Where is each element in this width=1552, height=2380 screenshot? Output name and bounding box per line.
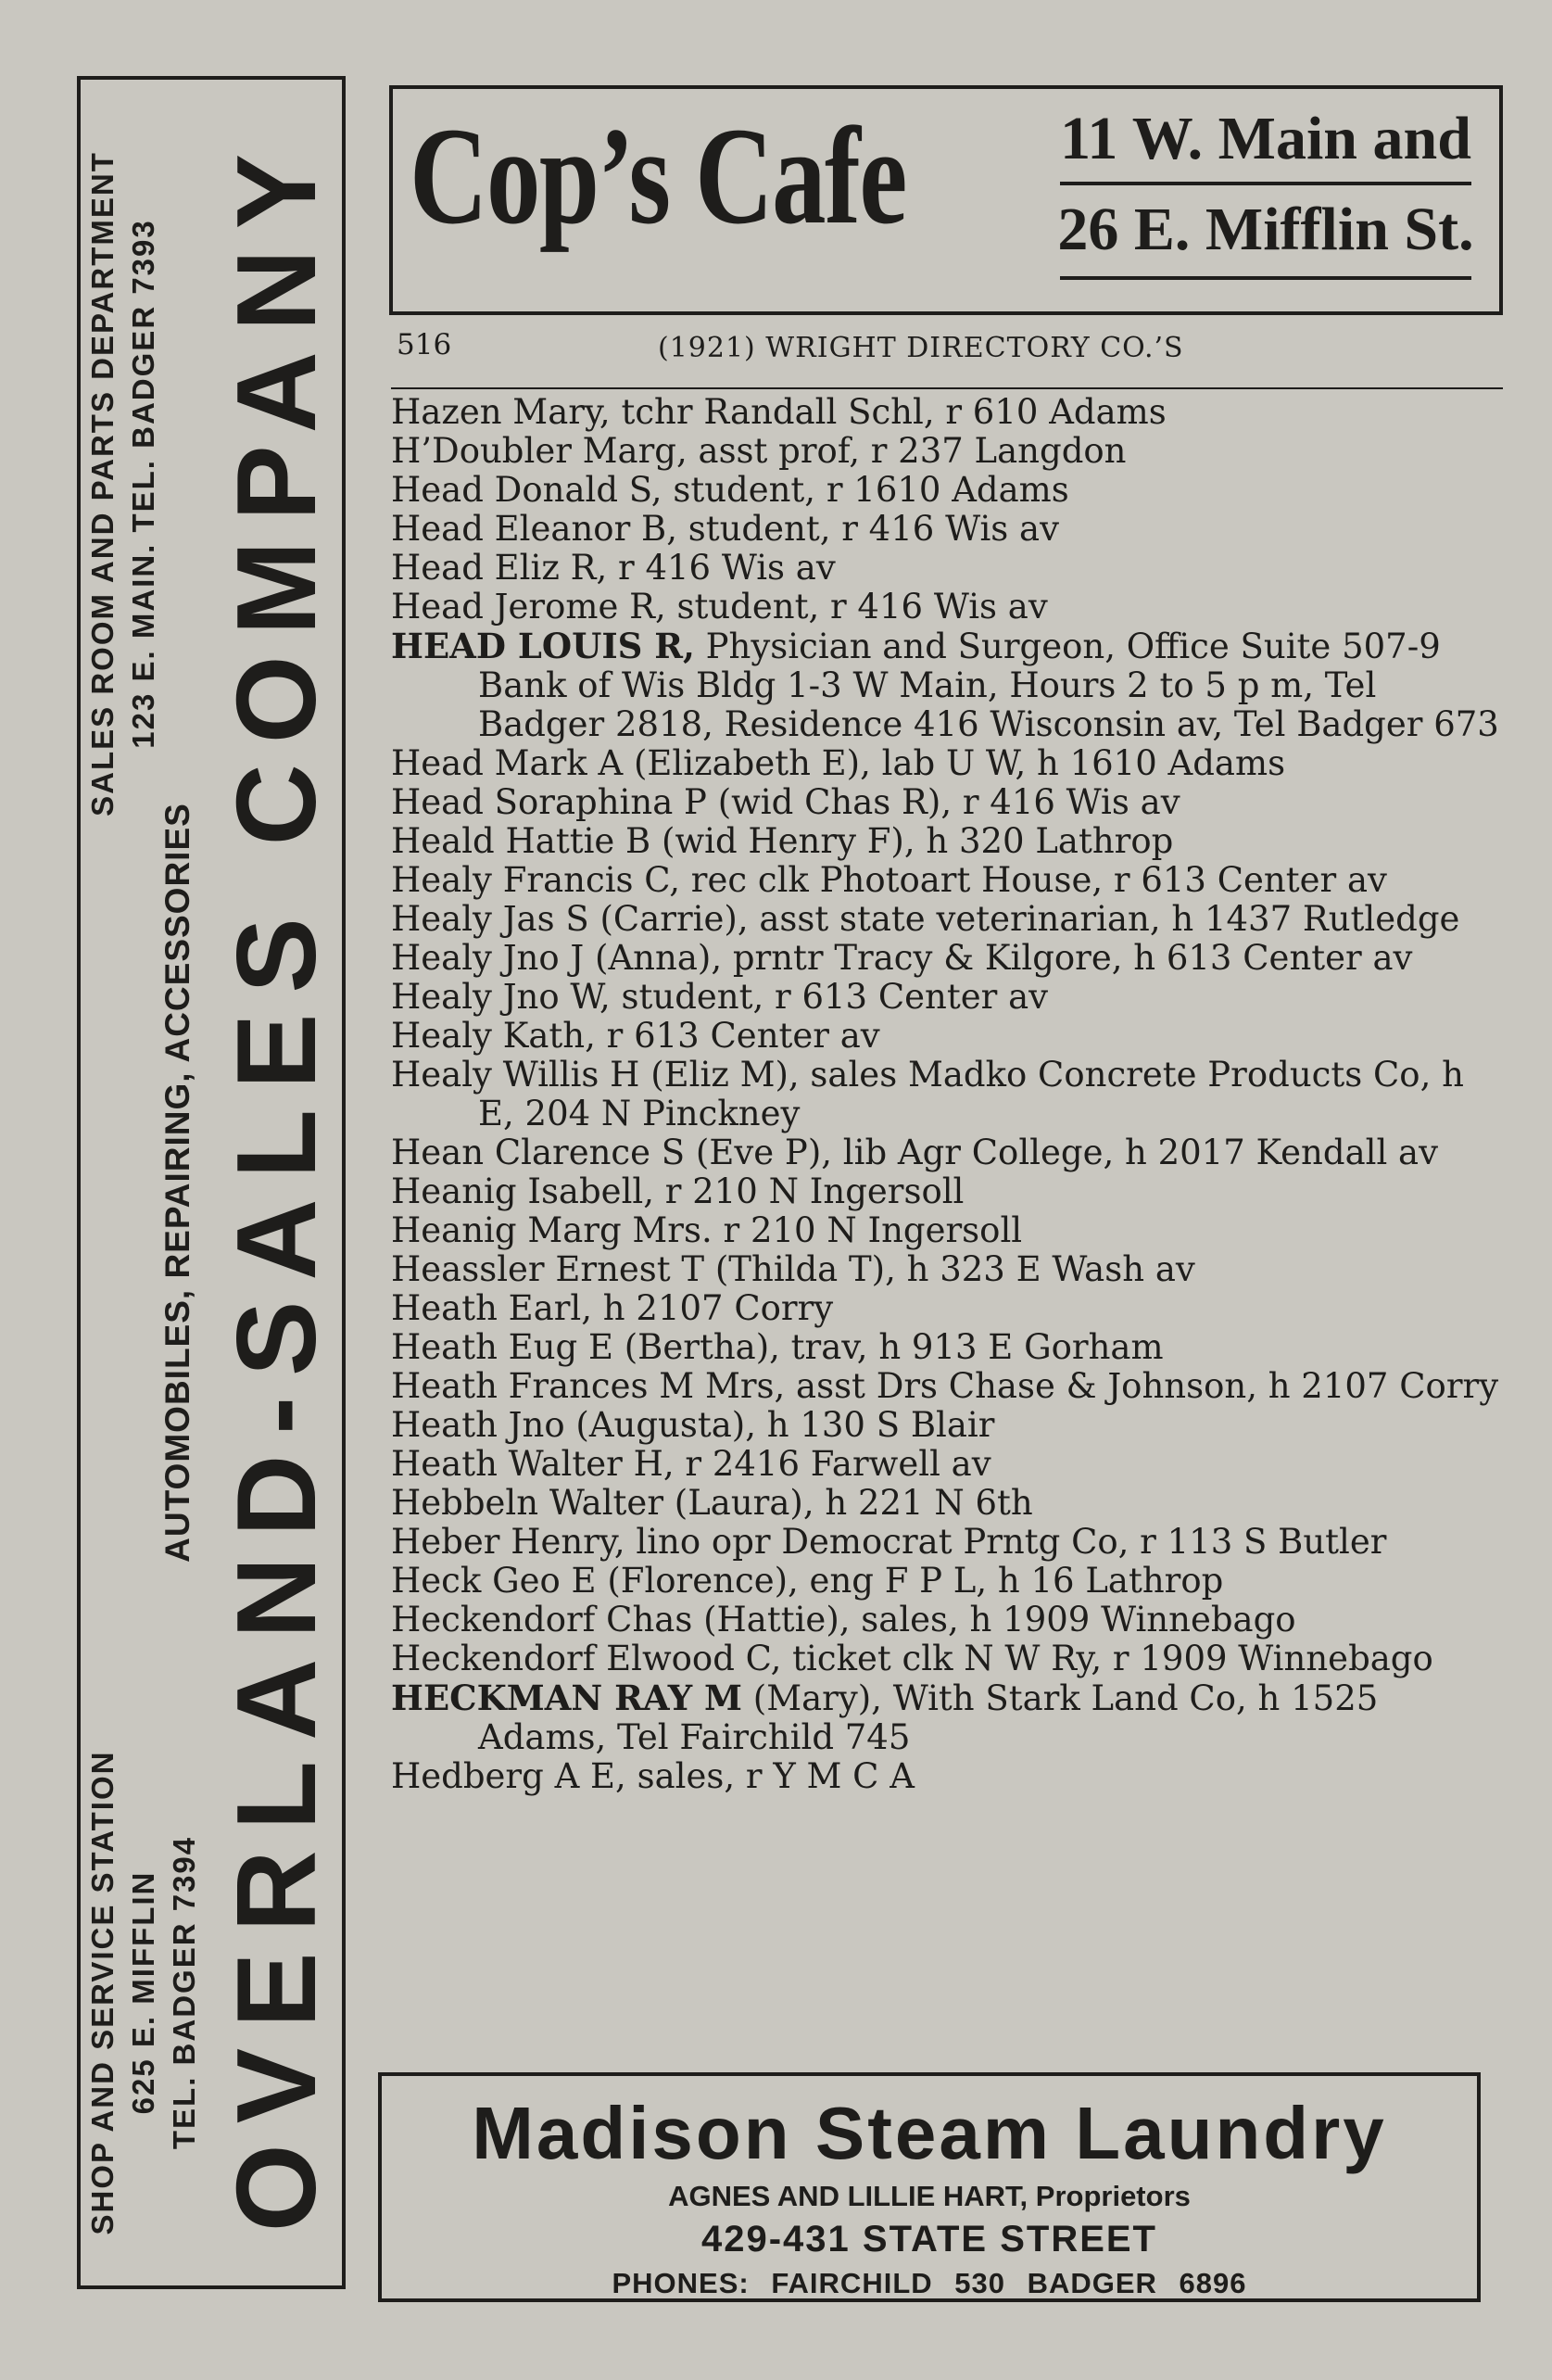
entry-name: Head Eliz R,	[391, 548, 608, 588]
entry-name: H’Doubler Marg,	[391, 431, 688, 471]
entry-details: student, r 613 Center av	[610, 977, 1049, 1017]
entry-details: r 210 N Ingersoll	[712, 1210, 1023, 1250]
directory-entry	[391, 822, 1507, 861]
entry-name: Heber Henry,	[391, 1522, 625, 1562]
entry-name: Healy Willis H	[391, 1055, 640, 1095]
overland-rotated-panel	[77, 76, 346, 2289]
entry-details: asst prof, r 237 Langdon	[687, 431, 1127, 471]
directory-entry	[391, 861, 1507, 900]
directory-entry	[391, 783, 1507, 822]
page-number: 516	[397, 328, 452, 361]
madison-steam-laundry-ad	[378, 2072, 1481, 2302]
directory-entry	[391, 393, 1507, 432]
entry-name: Heath Eug E	[391, 1327, 613, 1367]
directory-entry	[391, 432, 1507, 471]
entry-details: (Laura), h 221 N 6th	[663, 1483, 1033, 1523]
cafe-address-line2: 26 E. Mifflin St.	[1057, 196, 1474, 263]
entry-name: Head Jerome R,	[391, 587, 666, 627]
directory-entry	[391, 900, 1507, 939]
directory-entry	[391, 1484, 1507, 1523]
directory-entry	[391, 1523, 1507, 1562]
directory-entry	[391, 1133, 1507, 1172]
entry-name: Healy Kath,	[391, 1016, 596, 1056]
entry-name: Heassler Ernest T	[391, 1249, 705, 1289]
entry-details: Physician and Surgeon, Office Suite 507-9 Bank of Wis Bldg 1-3 W Main, Hours 2 to 5 p m, Tel Badger 2818, Residence 416 Wisconsin av, Tel Badger 673	[478, 627, 1499, 744]
entry-name: Head Soraphina P	[391, 782, 707, 822]
directory-entry	[391, 1250, 1507, 1289]
entry-details: h 2107 Corry	[592, 1288, 834, 1328]
directory-entry	[391, 549, 1507, 588]
entry-details: (Eve P), lib Agr College, h 2017 Kendall av	[685, 1133, 1439, 1172]
entry-details: sales, r Y M C A	[625, 1756, 915, 1796]
entry-details: (Mary), With Stark Land Co, h 1525 Adams, Tel Fairchild 745	[478, 1678, 1379, 1757]
directory-entry	[391, 1445, 1507, 1484]
overland-sales-info	[82, 113, 164, 855]
cafe-address-box	[1041, 95, 1490, 302]
cops-cafe-ad	[389, 85, 1503, 315]
entry-name: Heath Walter H,	[391, 1444, 675, 1484]
directory-entry	[391, 1289, 1507, 1328]
header-rule	[391, 387, 1503, 389]
entry-details: (Florence), eng F P L, h 16 Lathrop	[596, 1561, 1224, 1601]
entry-name: Heanig Marg Mrs.	[391, 1210, 713, 1250]
cafe-address-rule-top	[1060, 182, 1471, 185]
overland-sales-line2: 123 E. MAIN. TEL. BADGER 7393	[126, 219, 160, 749]
entry-name: Head Donald S,	[391, 470, 662, 510]
entry-name: Head Mark A	[391, 743, 624, 783]
directory-entry	[391, 471, 1507, 510]
directory-entry	[391, 1056, 1507, 1133]
entry-name: Heath Frances M Mrs,	[391, 1366, 786, 1406]
directory-entry	[391, 1211, 1507, 1250]
entry-name: HEAD LOUIS R,	[391, 626, 695, 666]
entry-details: (Anna), prntr Tracy & Kilgore, h 613 Center av	[584, 938, 1413, 978]
entry-name: Hean Clarence S	[391, 1133, 686, 1172]
entry-details: (Carrie), asst state veterinarian, h 1437 Rutledge	[588, 899, 1460, 939]
directory-entry	[391, 1601, 1507, 1639]
directory-entry	[391, 588, 1507, 627]
directory-entry	[391, 1172, 1507, 1211]
entry-details: asst Drs Chase & Johnson, h 2107 Corry	[785, 1366, 1499, 1406]
entry-details: tchr Randall Schl, r 610 Adams	[610, 392, 1167, 432]
entry-details: (Eliz M), sales Madko Concrete Products Co, h E, 204 N Pinckney	[478, 1055, 1464, 1133]
entry-details: lino opr Democrat Prntg Co, r 113 S Butler	[625, 1522, 1387, 1562]
laundry-address: 429-431 STATE STREET	[701, 2219, 1157, 2260]
entry-name: Healy Jas S	[391, 899, 589, 939]
entry-details: ticket clk N W Ry, r 1909 Winnebago	[781, 1639, 1433, 1678]
entry-details: r 613 Center av	[595, 1016, 880, 1056]
cafe-address-line1: 11 W. Main and	[1060, 105, 1471, 172]
directory-entry	[391, 1367, 1507, 1406]
entry-details: student, r 1610 Adams	[662, 470, 1069, 510]
directory-entries	[391, 393, 1507, 1796]
entry-details: student, r 416 Wis av	[665, 587, 1048, 627]
entry-details: student, r 416 Wis av	[676, 509, 1059, 549]
entry-name: Heckendorf Chas	[391, 1600, 693, 1639]
directory-entry	[391, 939, 1507, 978]
overland-sales-line1: SALES ROOM AND PARTS DEPARTMENT	[85, 151, 120, 817]
entry-name: Hedberg A E,	[391, 1756, 626, 1796]
entry-name: Hebbeln Walter	[391, 1483, 664, 1523]
directory-entry	[391, 627, 1507, 744]
entry-details: rec clk Photoart House, r 613 Center av	[680, 860, 1387, 900]
entry-name: Healy Jno J	[391, 938, 585, 978]
entry-name: Healy Jno W,	[391, 977, 611, 1017]
laundry-name: Madison Steam Laundry	[472, 2092, 1387, 2174]
overland-shop-line2: TEL. BADGER 7394	[167, 1835, 201, 2150]
overland-company-name: OVERLAND-SALES COMPANY	[213, 133, 339, 2233]
directory-entry	[391, 744, 1507, 783]
directory-entry	[391, 1678, 1507, 1757]
entry-name: Heckendorf Elwood C,	[391, 1639, 782, 1678]
entry-name: Hazen Mary,	[391, 392, 611, 432]
entry-name: Heath Jno	[391, 1405, 565, 1445]
running-head: (1921) WRIGHT DIRECTORY CO.’S	[658, 332, 1184, 364]
entry-details: (wid Henry F), h 320 Lathrop	[650, 821, 1174, 861]
entry-name: Heck Geo E	[391, 1561, 597, 1601]
entry-name: HECKMAN RAY M	[391, 1677, 742, 1718]
entry-name: Healy Francis C,	[391, 860, 681, 900]
directory-entry	[391, 1639, 1507, 1678]
laundry-proprietors: AGNES AND LILLIE HART, Proprietors	[668, 2180, 1191, 2212]
directory-entry	[391, 1757, 1507, 1796]
cafe-address-rule-bottom	[1060, 276, 1471, 280]
entry-details: (wid Chas R), r 416 Wis av	[706, 782, 1180, 822]
laundry-phones: PHONES: FAIRCHILD 530 BADGER 6896	[612, 2267, 1247, 2299]
entry-details: r 2416 Farwell av	[674, 1444, 991, 1484]
entry-name: Heald Hattie B	[391, 821, 651, 861]
entry-name: Head Eleanor B,	[391, 509, 677, 549]
directory-entry	[391, 510, 1507, 549]
overland-shop-line1: SHOP AND SERVICE STATION 625 E. MIFFLIN	[85, 1750, 160, 2235]
entry-name: Heanig Isabell,	[391, 1171, 655, 1211]
entry-details: (Thilda T), h 323 E Wash av	[704, 1249, 1195, 1289]
directory-entry	[391, 1562, 1507, 1601]
directory-entry	[391, 978, 1507, 1017]
directory-entry	[391, 1017, 1507, 1056]
entry-details: r 416 Wis av	[607, 548, 836, 588]
directory-entry	[391, 1406, 1507, 1445]
cafe-name: Cop’s Cafe	[410, 99, 906, 253]
entry-details: r 210 N Ingersoll	[654, 1171, 965, 1211]
overland-sales-ad	[77, 76, 346, 2289]
entry-details: (Elizabeth E), lab U W, h 1610 Adams	[623, 743, 1286, 783]
entry-details: (Augusta), h 130 S Blair	[564, 1405, 995, 1445]
overland-services: AUTOMOBILES, REPAIRING, ACCESSORIES	[158, 803, 196, 1563]
entry-details: (Hattie), sales, h 1909 Winnebago	[692, 1600, 1296, 1639]
directory-entry	[391, 1328, 1507, 1367]
entry-name: Heath Earl,	[391, 1288, 593, 1328]
entry-details: (Bertha), trav, h 913 E Gorham	[612, 1327, 1164, 1367]
